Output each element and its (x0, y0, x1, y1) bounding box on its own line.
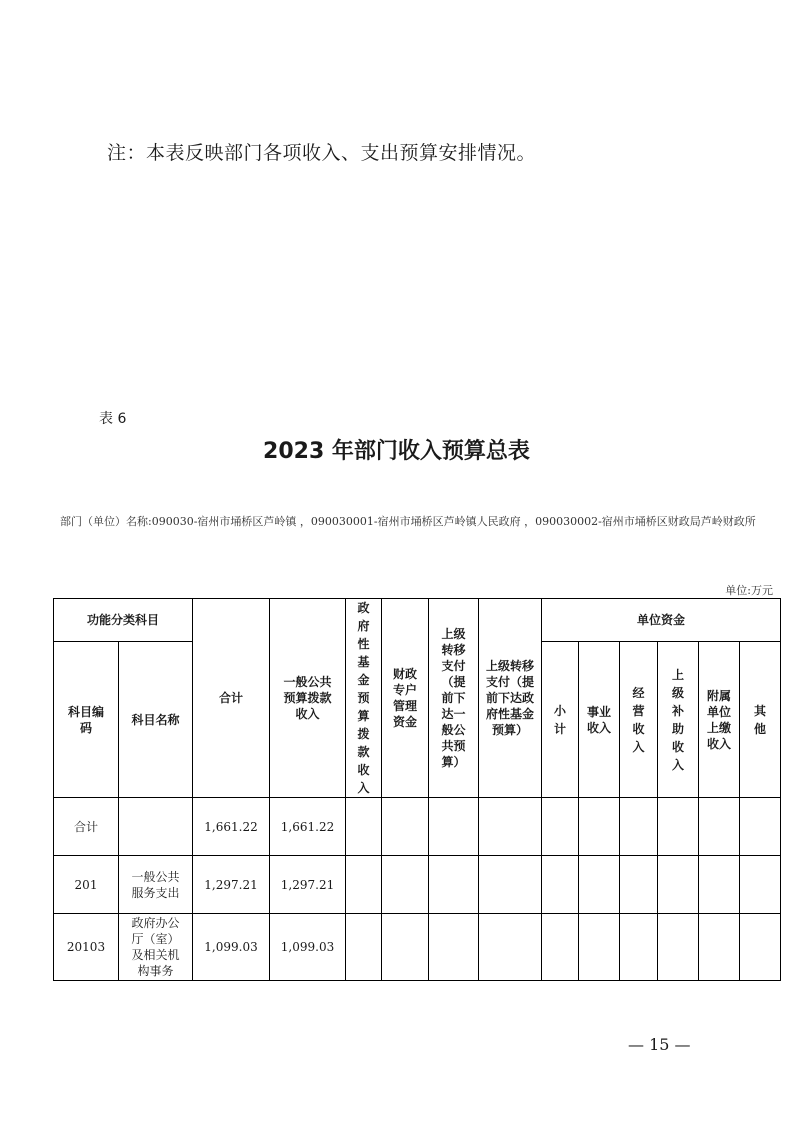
row-total: 1,297.21 (193, 856, 270, 914)
header-func-class: 功能分类科目 (54, 599, 193, 642)
header-unit-funds: 单位资金 (542, 599, 781, 642)
table-number: 表 6 (99, 411, 127, 427)
unit-label: 单位:万元 (725, 584, 773, 597)
row-code: 20103 (54, 914, 119, 981)
header-subsidy-income: 上级补助收入 (658, 642, 699, 798)
row-general: 1,297.21 (270, 856, 346, 914)
table-row (54, 914, 781, 981)
row-name (119, 798, 193, 856)
header-subtotal: 小计 (542, 642, 579, 798)
row-general: 1,099.03 (270, 914, 346, 981)
header-fiscal-special: 财政专户管理资金 (382, 599, 429, 798)
header-transfer-general: 上级转移支付（提前下达一般公共预算） (429, 599, 479, 798)
header-gov-fund: 政府性基金预算拨款收入 (346, 599, 382, 798)
header-affiliated-income: 附属单位上缴收入 (699, 642, 740, 798)
row-code: 合计 (54, 798, 119, 856)
header-total: 合计 (193, 599, 270, 798)
header-other: 其他 (740, 642, 781, 798)
header-general-budget: 一般公共预算拨款收入 (270, 599, 346, 798)
row-name: 政府办公厅（室）及相关机构事务 (119, 914, 193, 981)
header-code: 科目编码 (54, 642, 119, 798)
row-code: 201 (54, 856, 119, 914)
header-name: 科目名称 (119, 642, 193, 798)
row-name: 一般公共服务支出 (119, 856, 193, 914)
header-business-income: 事业收入 (579, 642, 620, 798)
header-transfer-fund: 上级转移支付（提前下达政府性基金预算） (479, 599, 542, 798)
header-operating-income: 经营收入 (620, 642, 658, 798)
table-note: 注：本表反映部门各项收入、支出预算安排情况。 (107, 142, 537, 164)
budget-table (53, 598, 781, 981)
page-number: — 15 — (628, 1035, 691, 1054)
page-title: 2023 年部门收入预算总表 (263, 439, 530, 464)
row-general: 1,661.22 (270, 798, 346, 856)
row-total: 1,099.03 (193, 914, 270, 981)
table-row (54, 798, 781, 856)
table-row (54, 856, 781, 914)
row-total: 1,661.22 (193, 798, 270, 856)
department-line: 部门（单位）名称:090030-宿州市埇桥区芦岭镇 ，090030001-宿州市埇桥区芦岭镇人民政府 ，090030002-宿州市埇桥区财政局芦岭财政所 (60, 515, 756, 528)
